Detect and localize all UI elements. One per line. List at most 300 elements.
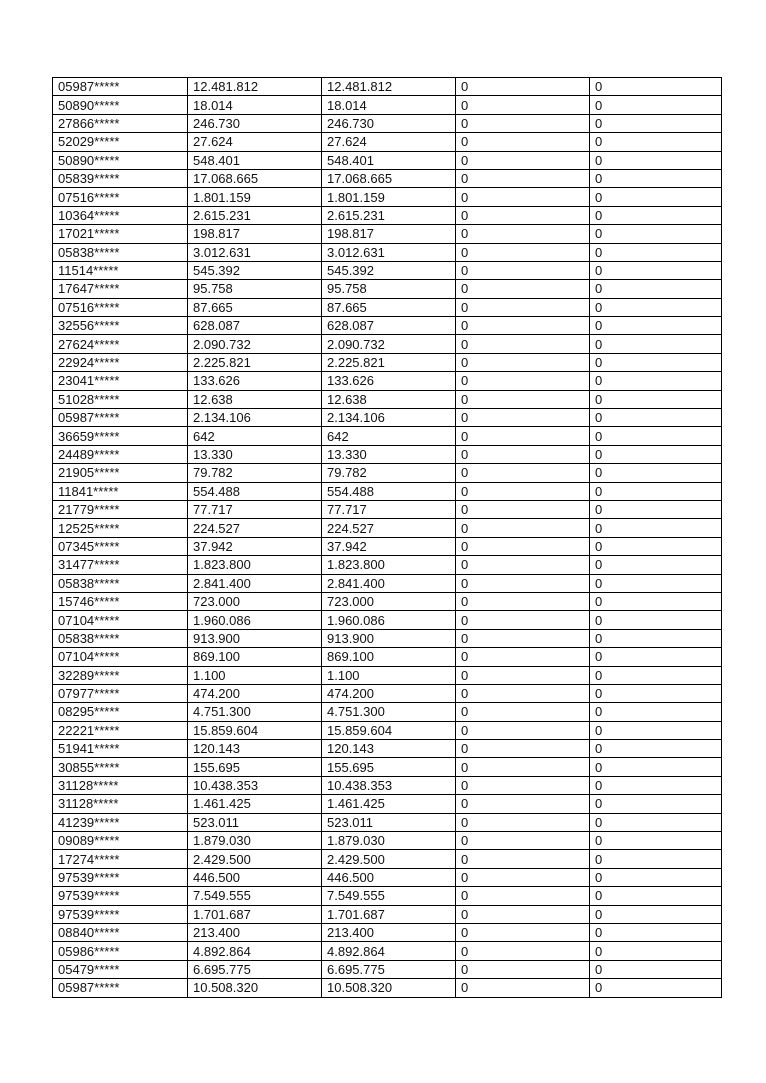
table-row <box>53 574 722 592</box>
amount-repeat-cell: 15.859.604 <box>322 721 456 739</box>
zero-cell-b: 0 <box>590 445 722 463</box>
table-row <box>53 114 722 132</box>
id-cell: 23041***** <box>53 372 188 390</box>
zero-cell-b: 0 <box>590 78 722 96</box>
zero-cell-a: 0 <box>456 960 590 978</box>
amount-cell: 12.481.812 <box>188 78 322 96</box>
id-cell: 09089***** <box>53 832 188 850</box>
amount-cell: 13.330 <box>188 445 322 463</box>
amount-cell: 213.400 <box>188 923 322 941</box>
zero-cell-a: 0 <box>456 740 590 758</box>
table-row <box>53 409 722 427</box>
zero-cell-a: 0 <box>456 519 590 537</box>
id-cell: 05479***** <box>53 960 188 978</box>
amount-repeat-cell: 18.014 <box>322 96 456 114</box>
amount-repeat-cell: 12.481.812 <box>322 78 456 96</box>
id-cell: 51028***** <box>53 390 188 408</box>
amount-repeat-cell: 17.068.665 <box>322 169 456 187</box>
zero-cell-a: 0 <box>456 390 590 408</box>
id-cell: 24489***** <box>53 445 188 463</box>
id-cell: 50890***** <box>53 151 188 169</box>
zero-cell-a: 0 <box>456 482 590 500</box>
table-row <box>53 261 722 279</box>
amount-cell: 10.438.353 <box>188 776 322 794</box>
table-row <box>53 832 722 850</box>
zero-cell-b: 0 <box>590 151 722 169</box>
id-cell: 05987***** <box>53 409 188 427</box>
amount-cell: 37.942 <box>188 537 322 555</box>
zero-cell-b: 0 <box>590 942 722 960</box>
zero-cell-a: 0 <box>456 611 590 629</box>
table-row <box>53 151 722 169</box>
amount-repeat-cell: 869.100 <box>322 648 456 666</box>
amount-repeat-cell: 224.527 <box>322 519 456 537</box>
amount-cell: 2.134.106 <box>188 409 322 427</box>
amount-repeat-cell: 548.401 <box>322 151 456 169</box>
zero-cell-a: 0 <box>456 317 590 335</box>
amount-cell: 4.751.300 <box>188 703 322 721</box>
zero-cell-b: 0 <box>590 556 722 574</box>
zero-cell-b: 0 <box>590 261 722 279</box>
id-cell: 07977***** <box>53 684 188 702</box>
amount-cell: 869.100 <box>188 648 322 666</box>
amount-repeat-cell: 95.758 <box>322 280 456 298</box>
zero-cell-b: 0 <box>590 169 722 187</box>
zero-cell-a: 0 <box>456 758 590 776</box>
amount-repeat-cell: 12.638 <box>322 390 456 408</box>
table-row <box>53 243 722 261</box>
amount-cell: 474.200 <box>188 684 322 702</box>
amount-cell: 79.782 <box>188 464 322 482</box>
amount-repeat-cell: 213.400 <box>322 923 456 941</box>
table-row <box>53 611 722 629</box>
zero-cell-b: 0 <box>590 758 722 776</box>
zero-cell-b: 0 <box>590 96 722 114</box>
zero-cell-a: 0 <box>456 114 590 132</box>
table-row <box>53 317 722 335</box>
table-row <box>53 78 722 96</box>
id-cell: 08295***** <box>53 703 188 721</box>
zero-cell-b: 0 <box>590 979 722 997</box>
zero-cell-a: 0 <box>456 795 590 813</box>
zero-cell-a: 0 <box>456 556 590 574</box>
zero-cell-b: 0 <box>590 519 722 537</box>
zero-cell-b: 0 <box>590 353 722 371</box>
amount-cell: 723.000 <box>188 592 322 610</box>
amount-cell: 27.624 <box>188 133 322 151</box>
zero-cell-a: 0 <box>456 151 590 169</box>
table-row <box>53 206 722 224</box>
table-row <box>53 519 722 537</box>
table-row <box>53 721 722 739</box>
zero-cell-a: 0 <box>456 666 590 684</box>
zero-cell-a: 0 <box>456 868 590 886</box>
table-row <box>53 353 722 371</box>
zero-cell-a: 0 <box>456 629 590 647</box>
zero-cell-a: 0 <box>456 445 590 463</box>
zero-cell-a: 0 <box>456 169 590 187</box>
amount-repeat-cell: 198.817 <box>322 225 456 243</box>
amount-cell: 87.665 <box>188 298 322 316</box>
table-row <box>53 500 722 518</box>
table-row <box>53 887 722 905</box>
id-cell: 22221***** <box>53 721 188 739</box>
zero-cell-a: 0 <box>456 464 590 482</box>
zero-cell-b: 0 <box>590 464 722 482</box>
id-cell: 05986***** <box>53 942 188 960</box>
amount-repeat-cell: 1.960.086 <box>322 611 456 629</box>
table-row <box>53 133 722 151</box>
amount-repeat-cell: 4.751.300 <box>322 703 456 721</box>
zero-cell-b: 0 <box>590 776 722 794</box>
amount-repeat-cell: 3.012.631 <box>322 243 456 261</box>
zero-cell-a: 0 <box>456 243 590 261</box>
amount-cell: 1.801.159 <box>188 188 322 206</box>
zero-cell-a: 0 <box>456 942 590 960</box>
id-cell: 21905***** <box>53 464 188 482</box>
id-cell: 05838***** <box>53 243 188 261</box>
amount-cell: 2.615.231 <box>188 206 322 224</box>
id-cell: 30855***** <box>53 758 188 776</box>
zero-cell-b: 0 <box>590 500 722 518</box>
table-row <box>53 372 722 390</box>
table-row <box>53 298 722 316</box>
amount-cell: 15.859.604 <box>188 721 322 739</box>
id-cell: 07516***** <box>53 298 188 316</box>
id-cell: 31477***** <box>53 556 188 574</box>
amount-cell: 1.461.425 <box>188 795 322 813</box>
zero-cell-a: 0 <box>456 537 590 555</box>
table-row <box>53 335 722 353</box>
id-cell: 17647***** <box>53 280 188 298</box>
amount-cell: 548.401 <box>188 151 322 169</box>
zero-cell-b: 0 <box>590 832 722 850</box>
zero-cell-a: 0 <box>456 206 590 224</box>
zero-cell-b: 0 <box>590 298 722 316</box>
id-cell: 97539***** <box>53 868 188 886</box>
zero-cell-b: 0 <box>590 574 722 592</box>
table-row <box>53 868 722 886</box>
amount-repeat-cell: 13.330 <box>322 445 456 463</box>
amount-cell: 198.817 <box>188 225 322 243</box>
amount-cell: 2.841.400 <box>188 574 322 592</box>
zero-cell-a: 0 <box>456 721 590 739</box>
zero-cell-b: 0 <box>590 482 722 500</box>
amount-repeat-cell: 2.090.732 <box>322 335 456 353</box>
table-row <box>53 905 722 923</box>
zero-cell-b: 0 <box>590 372 722 390</box>
id-cell: 05987***** <box>53 979 188 997</box>
zero-cell-b: 0 <box>590 684 722 702</box>
table-row <box>53 225 722 243</box>
zero-cell-a: 0 <box>456 280 590 298</box>
amount-repeat-cell: 79.782 <box>322 464 456 482</box>
zero-cell-a: 0 <box>456 648 590 666</box>
amount-cell: 554.488 <box>188 482 322 500</box>
amount-cell: 1.960.086 <box>188 611 322 629</box>
zero-cell-b: 0 <box>590 740 722 758</box>
zero-cell-a: 0 <box>456 353 590 371</box>
table-row <box>53 537 722 555</box>
amount-repeat-cell: 133.626 <box>322 372 456 390</box>
table-row <box>53 188 722 206</box>
table-row <box>53 942 722 960</box>
amount-repeat-cell: 474.200 <box>322 684 456 702</box>
id-cell: 11841***** <box>53 482 188 500</box>
id-cell: 27624***** <box>53 335 188 353</box>
amount-cell: 1.823.800 <box>188 556 322 574</box>
amount-cell: 2.429.500 <box>188 850 322 868</box>
amount-repeat-cell: 2.841.400 <box>322 574 456 592</box>
zero-cell-a: 0 <box>456 574 590 592</box>
id-cell: 31128***** <box>53 795 188 813</box>
table-row <box>53 740 722 758</box>
amount-repeat-cell: 2.429.500 <box>322 850 456 868</box>
amount-cell: 12.638 <box>188 390 322 408</box>
amount-repeat-cell: 7.549.555 <box>322 887 456 905</box>
zero-cell-b: 0 <box>590 188 722 206</box>
zero-cell-b: 0 <box>590 905 722 923</box>
amount-cell: 18.014 <box>188 96 322 114</box>
table-row <box>53 169 722 187</box>
amount-cell: 1.879.030 <box>188 832 322 850</box>
zero-cell-a: 0 <box>456 261 590 279</box>
zero-cell-b: 0 <box>590 243 722 261</box>
amount-cell: 2.090.732 <box>188 335 322 353</box>
zero-cell-b: 0 <box>590 703 722 721</box>
id-cell: 52029***** <box>53 133 188 151</box>
id-cell: 27866***** <box>53 114 188 132</box>
amount-repeat-cell: 2.225.821 <box>322 353 456 371</box>
amount-cell: 545.392 <box>188 261 322 279</box>
zero-cell-a: 0 <box>456 409 590 427</box>
table-row <box>53 703 722 721</box>
zero-cell-a: 0 <box>456 776 590 794</box>
id-cell: 97539***** <box>53 905 188 923</box>
id-cell: 05838***** <box>53 629 188 647</box>
amount-repeat-cell: 723.000 <box>322 592 456 610</box>
zero-cell-a: 0 <box>456 979 590 997</box>
amount-repeat-cell: 1.823.800 <box>322 556 456 574</box>
zero-cell-a: 0 <box>456 813 590 831</box>
id-cell: 36659***** <box>53 427 188 445</box>
zero-cell-b: 0 <box>590 206 722 224</box>
amount-cell: 133.626 <box>188 372 322 390</box>
amount-repeat-cell: 1.801.159 <box>322 188 456 206</box>
zero-cell-b: 0 <box>590 611 722 629</box>
amount-cell: 10.508.320 <box>188 979 322 997</box>
id-cell: 05839***** <box>53 169 188 187</box>
amount-cell: 642 <box>188 427 322 445</box>
amount-repeat-cell: 246.730 <box>322 114 456 132</box>
id-cell: 08840***** <box>53 923 188 941</box>
amount-cell: 77.717 <box>188 500 322 518</box>
id-cell: 21779***** <box>53 500 188 518</box>
table-row <box>53 280 722 298</box>
table-row <box>53 390 722 408</box>
amount-repeat-cell: 1.879.030 <box>322 832 456 850</box>
zero-cell-b: 0 <box>590 868 722 886</box>
zero-cell-b: 0 <box>590 390 722 408</box>
amount-repeat-cell: 642 <box>322 427 456 445</box>
amount-cell: 120.143 <box>188 740 322 758</box>
zero-cell-a: 0 <box>456 500 590 518</box>
amount-cell: 1.100 <box>188 666 322 684</box>
zero-cell-b: 0 <box>590 960 722 978</box>
amount-repeat-cell: 2.615.231 <box>322 206 456 224</box>
amount-cell: 7.549.555 <box>188 887 322 905</box>
table-row <box>53 850 722 868</box>
zero-cell-a: 0 <box>456 592 590 610</box>
table-body <box>53 78 722 998</box>
id-cell: 15746***** <box>53 592 188 610</box>
zero-cell-a: 0 <box>456 78 590 96</box>
table-row <box>53 684 722 702</box>
zero-cell-b: 0 <box>590 133 722 151</box>
table-row <box>53 96 722 114</box>
id-cell: 32556***** <box>53 317 188 335</box>
amount-repeat-cell: 523.011 <box>322 813 456 831</box>
zero-cell-b: 0 <box>590 335 722 353</box>
amount-cell: 446.500 <box>188 868 322 886</box>
zero-cell-a: 0 <box>456 832 590 850</box>
amount-repeat-cell: 1.701.687 <box>322 905 456 923</box>
id-cell: 12525***** <box>53 519 188 537</box>
amount-cell: 4.892.864 <box>188 942 322 960</box>
amount-repeat-cell: 446.500 <box>322 868 456 886</box>
zero-cell-a: 0 <box>456 133 590 151</box>
id-cell: 10364***** <box>53 206 188 224</box>
zero-cell-a: 0 <box>456 850 590 868</box>
table-row <box>53 979 722 997</box>
table-row <box>53 592 722 610</box>
id-cell: 11514***** <box>53 261 188 279</box>
zero-cell-b: 0 <box>590 850 722 868</box>
amount-cell: 628.087 <box>188 317 322 335</box>
amount-cell: 913.900 <box>188 629 322 647</box>
amount-cell: 523.011 <box>188 813 322 831</box>
zero-cell-a: 0 <box>456 905 590 923</box>
table-row <box>53 445 722 463</box>
amount-repeat-cell: 10.438.353 <box>322 776 456 794</box>
amount-cell: 3.012.631 <box>188 243 322 261</box>
zero-cell-a: 0 <box>456 703 590 721</box>
table-row <box>53 482 722 500</box>
id-cell: 07104***** <box>53 648 188 666</box>
zero-cell-b: 0 <box>590 317 722 335</box>
amount-repeat-cell: 1.100 <box>322 666 456 684</box>
zero-cell-a: 0 <box>456 923 590 941</box>
amount-cell: 17.068.665 <box>188 169 322 187</box>
zero-cell-b: 0 <box>590 795 722 813</box>
amount-repeat-cell: 913.900 <box>322 629 456 647</box>
amount-cell: 1.701.687 <box>188 905 322 923</box>
zero-cell-b: 0 <box>590 537 722 555</box>
amount-repeat-cell: 6.695.775 <box>322 960 456 978</box>
amount-cell: 224.527 <box>188 519 322 537</box>
table-row <box>53 758 722 776</box>
id-cell: 05987***** <box>53 78 188 96</box>
amount-repeat-cell: 27.624 <box>322 133 456 151</box>
zero-cell-a: 0 <box>456 225 590 243</box>
id-cell: 51941***** <box>53 740 188 758</box>
zero-cell-a: 0 <box>456 372 590 390</box>
table-row <box>53 813 722 831</box>
zero-cell-a: 0 <box>456 427 590 445</box>
zero-cell-b: 0 <box>590 114 722 132</box>
amount-repeat-cell: 628.087 <box>322 317 456 335</box>
id-cell: 17021***** <box>53 225 188 243</box>
zero-cell-a: 0 <box>456 188 590 206</box>
zero-cell-a: 0 <box>456 887 590 905</box>
table-row <box>53 795 722 813</box>
amount-cell: 2.225.821 <box>188 353 322 371</box>
id-cell: 17274***** <box>53 850 188 868</box>
zero-cell-b: 0 <box>590 629 722 647</box>
amount-repeat-cell: 2.134.106 <box>322 409 456 427</box>
zero-cell-b: 0 <box>590 666 722 684</box>
table-row <box>53 464 722 482</box>
amount-repeat-cell: 155.695 <box>322 758 456 776</box>
amount-repeat-cell: 37.942 <box>322 537 456 555</box>
zero-cell-b: 0 <box>590 648 722 666</box>
amount-repeat-cell: 545.392 <box>322 261 456 279</box>
zero-cell-b: 0 <box>590 887 722 905</box>
id-cell: 07104***** <box>53 611 188 629</box>
zero-cell-b: 0 <box>590 813 722 831</box>
zero-cell-b: 0 <box>590 280 722 298</box>
id-cell: 07516***** <box>53 188 188 206</box>
amount-repeat-cell: 10.508.320 <box>322 979 456 997</box>
zero-cell-b: 0 <box>590 592 722 610</box>
table-row <box>53 556 722 574</box>
table-row <box>53 427 722 445</box>
amount-repeat-cell: 120.143 <box>322 740 456 758</box>
amount-repeat-cell: 87.665 <box>322 298 456 316</box>
zero-cell-b: 0 <box>590 721 722 739</box>
amount-repeat-cell: 77.717 <box>322 500 456 518</box>
zero-cell-b: 0 <box>590 427 722 445</box>
amount-repeat-cell: 4.892.864 <box>322 942 456 960</box>
table-row <box>53 666 722 684</box>
zero-cell-a: 0 <box>456 684 590 702</box>
id-cell: 07345***** <box>53 537 188 555</box>
zero-cell-a: 0 <box>456 335 590 353</box>
id-cell: 31128***** <box>53 776 188 794</box>
table-row <box>53 923 722 941</box>
table-row <box>53 960 722 978</box>
zero-cell-b: 0 <box>590 923 722 941</box>
zero-cell-b: 0 <box>590 409 722 427</box>
id-cell: 32289***** <box>53 666 188 684</box>
zero-cell-a: 0 <box>456 298 590 316</box>
id-cell: 50890***** <box>53 96 188 114</box>
table-row <box>53 648 722 666</box>
amount-cell: 155.695 <box>188 758 322 776</box>
table-row <box>53 629 722 647</box>
id-cell: 05838***** <box>53 574 188 592</box>
zero-cell-b: 0 <box>590 225 722 243</box>
zero-cell-a: 0 <box>456 96 590 114</box>
amount-repeat-cell: 554.488 <box>322 482 456 500</box>
data-table <box>52 77 722 998</box>
table-row <box>53 776 722 794</box>
id-cell: 22924***** <box>53 353 188 371</box>
amount-cell: 95.758 <box>188 280 322 298</box>
amount-cell: 6.695.775 <box>188 960 322 978</box>
id-cell: 97539***** <box>53 887 188 905</box>
amount-cell: 246.730 <box>188 114 322 132</box>
